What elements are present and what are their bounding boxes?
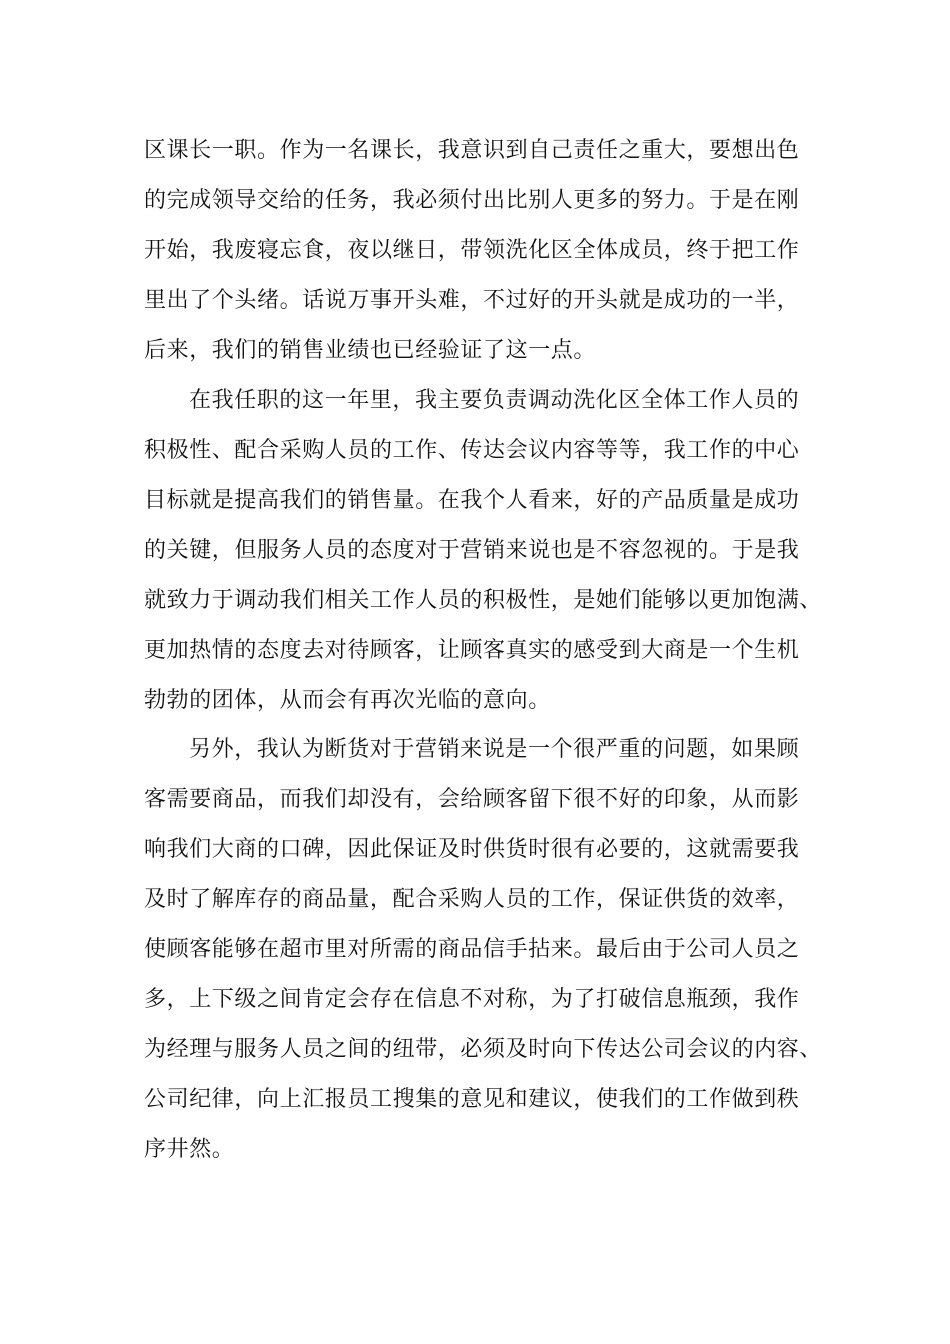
- text-line: 区课长一职。作为一名课长，我意识到自己责任之重大，要想出色: [144, 138, 800, 163]
- text-line: 就致力于调动我们相关工作人员的积极性，是她们能够以更加饱满、: [144, 588, 823, 613]
- text-line: 的完成领导交给的任务，我必须付出比别人更多的努力。于是在刚: [144, 188, 800, 213]
- text-line: 及时了解库存的商品量，配合采购人员的工作，保证供货的效率，: [144, 887, 800, 912]
- text-line: 积极性、配合采购人员的工作、传达会议内容等等，我工作的中心: [144, 438, 800, 463]
- text-line: 开始，我废寝忘食，夜以继日，带领洗化区全体成员，终于把工作: [144, 238, 800, 263]
- text-line: 为经理与服务人员之间的纽带，必须及时向下传达公司会议的内容、: [144, 1037, 823, 1062]
- paragraph-first-line: 在我任职的这一年里，我主要负责调动洗化区全体工作人员的: [189, 388, 800, 413]
- text-line: 后来，我们的销售业绩也已经验证了这一点。: [144, 338, 597, 363]
- text-line: 序井然。: [144, 1137, 235, 1162]
- text-line: 公司纪律，向上汇报员工搜集的意见和建议，使我们的工作做到秩: [144, 1087, 800, 1112]
- text-line: 客需要商品，而我们却没有，会给顾客留下很不好的印象，从而影: [144, 787, 800, 812]
- text-line: 勃勃的团体，从而会有再次光临的意向。: [144, 688, 551, 713]
- text-line: 更加热情的态度去对待顾客，让顾客真实的感受到大商是一个生机: [144, 638, 800, 663]
- text-line: 使顾客能够在超市里对所需的商品信手拈来。最后由于公司人员之: [144, 937, 800, 962]
- text-line: 响我们大商的口碑，因此保证及时供货时很有必要的，这就需要我: [144, 837, 800, 862]
- text-line: 多，上下级之间肯定会存在信息不对称，为了打破信息瓶颈，我作: [144, 987, 800, 1012]
- paragraph-first-line: 另外，我认为断货对于营销来说是一个很严重的问题，如果顾: [189, 737, 800, 762]
- text-line: 目标就是提高我们的销售量。在我个人看来，好的产品质量是成功: [144, 488, 800, 513]
- text-line: 的关键，但服务人员的态度对于营销来说也是不容忽视的。于是我: [144, 538, 800, 563]
- text-line: 里出了个头绪。话说万事开头难，不过好的开头就是成功的一半，: [144, 288, 800, 313]
